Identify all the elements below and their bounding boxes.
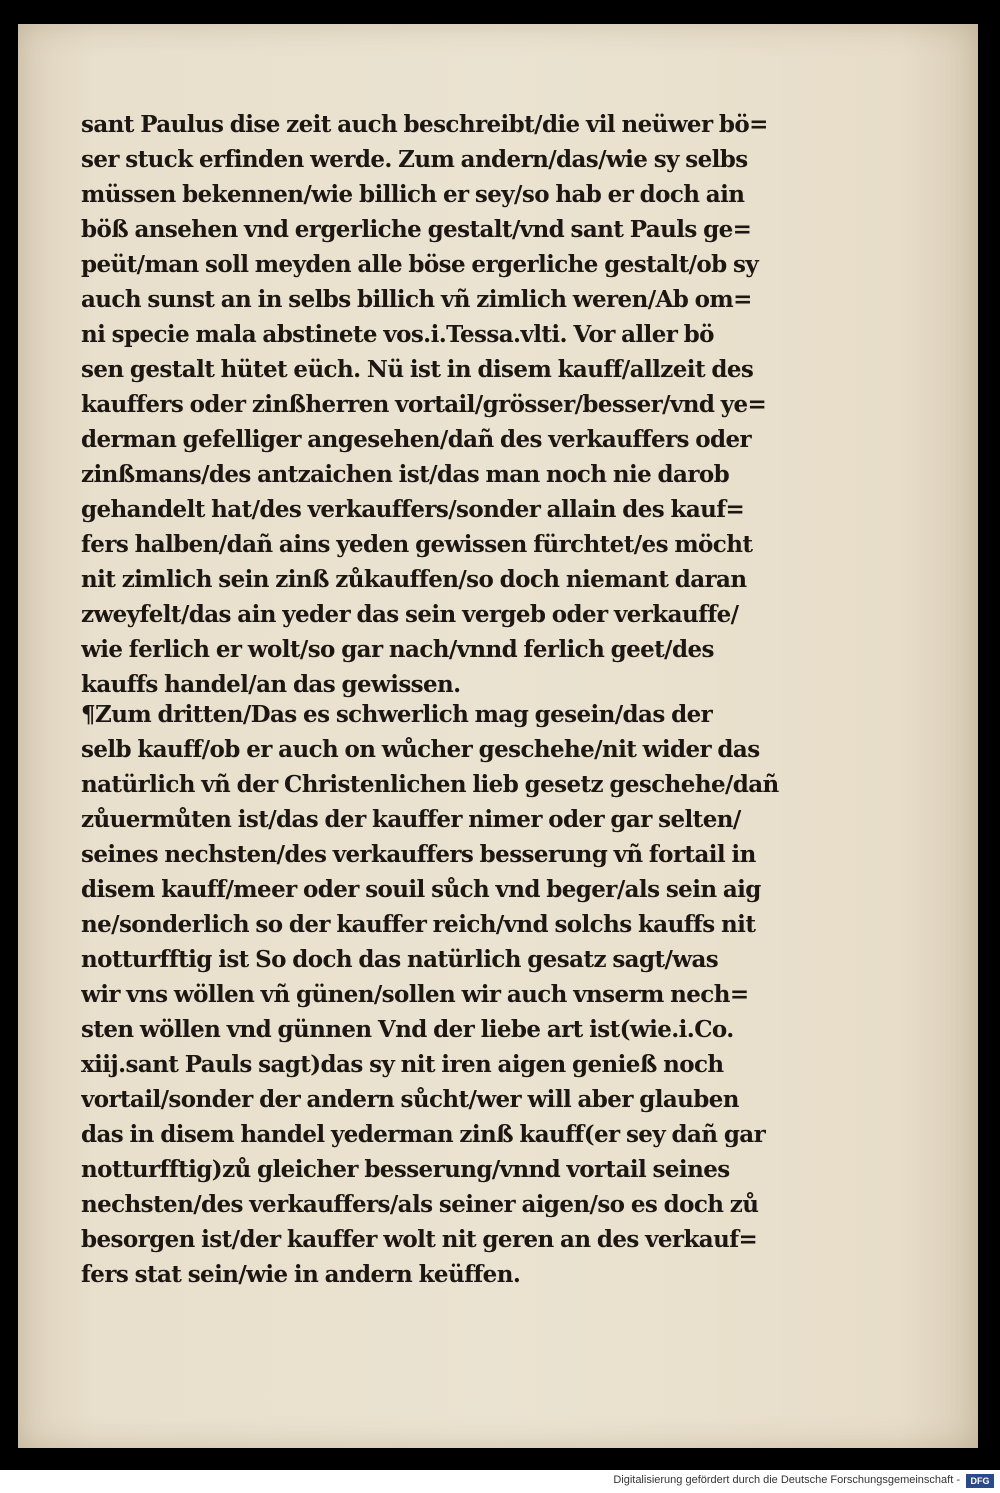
text-line: derman gefelliger angesehen/dañ des verkauffers oder — [81, 426, 752, 453]
text-line: böß ansehen vnd ergerliche gestalt/vnd sant Pauls ge= — [81, 216, 752, 243]
text-line: seines nechsten/des verkauffers besserung vñ fortail in — [81, 841, 756, 868]
text-line: auch sunst an in selbs billich vñ zimlich weren/Ab om= — [81, 286, 752, 313]
text-line: ¶Zum dritten/Das es schwerlich mag gesein/das der — [81, 701, 713, 728]
text-line: zůuermůten ist/das der kauffer nimer oder gar selten/ — [81, 806, 741, 833]
text-line: selb kauff/ob er auch on wůcher geschehe/nit wider das — [81, 736, 760, 763]
paragraph-2 — [81, 697, 791, 1292]
text-line: ser stuck erfinden werde. Zum andern/das/wie sy selbs — [81, 146, 748, 173]
text-line: kauffs handel/an das gewissen. — [81, 671, 461, 698]
paragraph-1 — [81, 107, 791, 702]
text-line: ne/sonderlich so der kauffer reich/vnd solchs kauffs nit — [81, 911, 756, 938]
text-line: peüt/man soll meyden alle böse ergerliche gestalt/ob sy — [81, 251, 759, 278]
text-line: disem kauff/meer oder souil sůch vnd beger/als sein aig — [81, 876, 761, 903]
text-line: natürlich vñ der Christenlichen lieb gesetz geschehe/dañ — [81, 771, 779, 798]
text-line: gehandelt hat/des verkauffers/sonder allain des kauf= — [81, 496, 745, 523]
text-line: zinßmans/des antzaichen ist/das man noch nie darob — [81, 461, 730, 488]
text-line: wir vns wöllen vñ günen/sollen wir auch vnserm nech= — [81, 981, 749, 1008]
text-line: besorgen ist/der kauffer wolt nit geren an des verkauf= — [81, 1226, 758, 1253]
footer-bar — [0, 1470, 1000, 1493]
text-line: sant Paulus dise zeit auch beschreibt/die vil neüwer bö= — [81, 111, 768, 138]
dfg-logo-icon: DFG — [966, 1474, 994, 1488]
text-line: müssen bekennen/wie billich er sey/so hab er doch ain — [81, 181, 745, 208]
text-line: xiij.sant Pauls sagt)das sy nit iren aigen genieß noch — [81, 1051, 724, 1078]
text-line: nechsten/des verkauffers/als seiner aigen/so es doch zů — [81, 1191, 759, 1218]
book-page — [18, 24, 978, 1448]
text-line: notturfftig ist So doch das natürlich gesatz sagt/was — [81, 946, 719, 973]
text-line: zweyfelt/das ain yeder das sein vergeb oder verkauffe/ — [81, 601, 739, 628]
text-line: ni specie mala abstinete vos.i.Tessa.vlti. Vor aller bö — [81, 321, 714, 348]
text-line: das in disem handel yederman zinß kauff(er sey dañ gar — [81, 1121, 766, 1148]
text-line: nit zimlich sein zinß zůkauffen/so doch niemant daran — [81, 566, 747, 593]
text-line: vortail/sonder der andern sůcht/wer will aber glauben — [81, 1086, 739, 1113]
text-line: kauffers oder zinßherren vortail/grösser/besser/vnd ye= — [81, 391, 767, 418]
text-line: sen gestalt hütet eüch. Nü ist in disem kauff/allzeit des — [81, 356, 754, 383]
footer-credit: Digitalisierung gefördert durch die Deutsche Forschungsgemeinschaft - — [613, 1474, 960, 1486]
text-line: fers stat sein/wie in andern keüffen. — [81, 1261, 521, 1288]
text-line: sten wöllen vnd günnen Vnd der liebe art ist(wie.i.Co. — [81, 1016, 734, 1043]
text-line: notturfftig)zů gleicher besserung/vnnd vortail seines — [81, 1156, 730, 1183]
text-line: fers halben/dañ ains yeden gewissen fürchtet/es möcht — [81, 531, 753, 558]
text-line: wie ferlich er wolt/so gar nach/vnnd ferlich geet/des — [81, 636, 714, 663]
